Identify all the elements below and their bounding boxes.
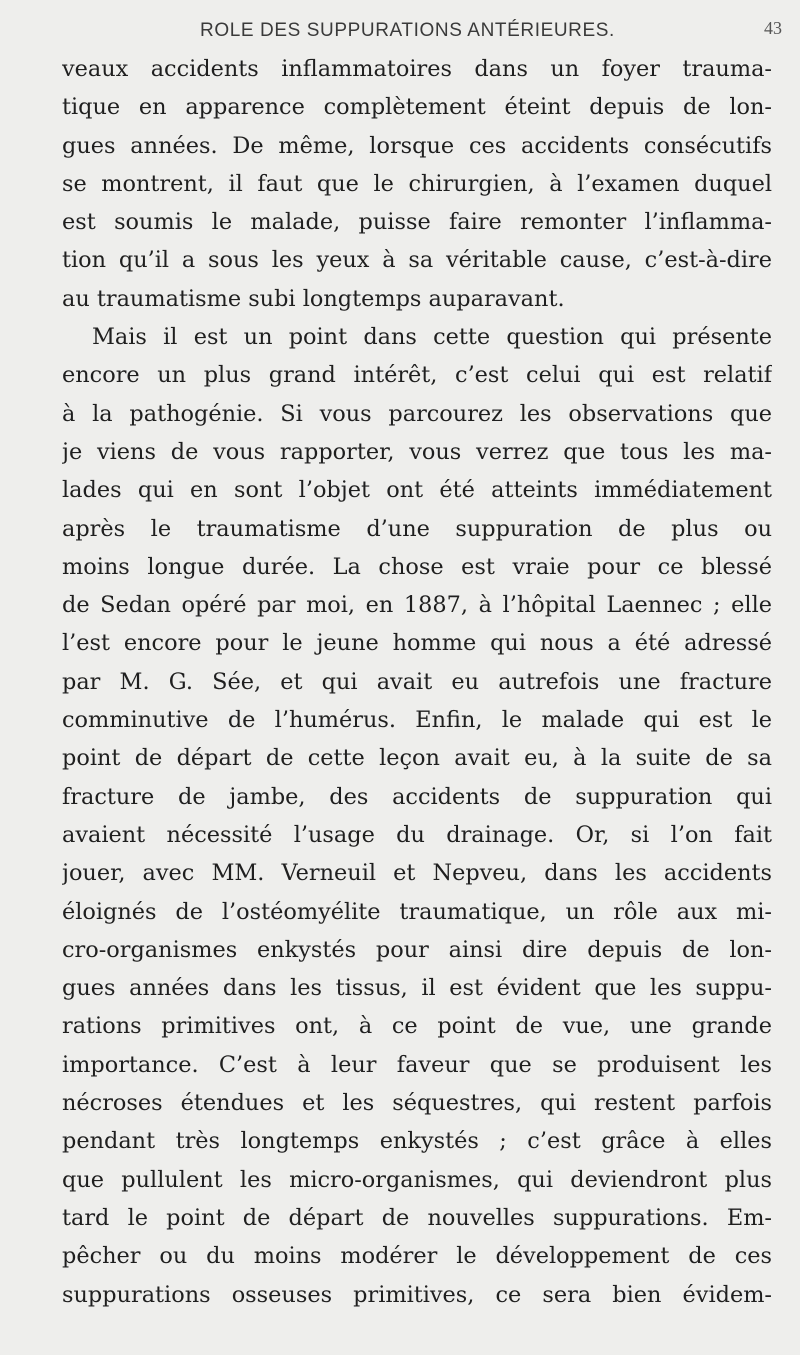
text-line: point de départ de cette leçon avait eu, à la suite de sa (62, 745, 772, 772)
text-line: fracture de jambe, des accidents de suppuration qui (62, 783, 772, 810)
running-head (0, 12, 800, 42)
text-line: à la pathogénie. Si vous parcourez les observations que (62, 400, 772, 427)
running-head-title: ROLE DES SUPPURATIONS ANTÉRIEURES. (200, 20, 615, 41)
body-text (62, 50, 772, 1314)
text-line: de Sedan opéré par moi, en 1887, à l’hôpital Laennec ; elle (62, 592, 772, 619)
text-line: nécroses étendues et les séquestres, qui restent parfois (62, 1090, 772, 1117)
text-line: tard le point de départ de nouvelles suppurations. Em- (62, 1204, 772, 1231)
text-line: après le traumatisme d’une suppuration de plus ou (62, 515, 772, 542)
text-line: encore un plus grand intérêt, c’est celui qui est relatif (62, 362, 772, 389)
text-line: au traumatisme subi longtemps auparavant. (62, 285, 565, 312)
text-line: cro-organismes enkystés pour ainsi dire depuis de lon- (62, 936, 772, 963)
text-line: gues années dans les tissus, il est évident que les suppu- (62, 975, 772, 1002)
text-line: pêcher ou du moins modérer le développement de ces (62, 1243, 772, 1270)
text-line: tique en apparence complètement éteint depuis de lon- (62, 94, 772, 121)
text-line: comminutive de l’humérus. Enfin, le malade qui est le (62, 707, 772, 734)
text-line: je viens de vous rapporter, vous verrez que tous les ma- (62, 438, 772, 465)
text-line: pendant très longtemps enkystés ; c’est grâce à elles (62, 1128, 772, 1155)
text-line: avaient nécessité l’usage du drainage. Or, si l’on fait (62, 821, 772, 848)
text-line: tion qu’il a sous les yeux à sa véritable cause, c’est-à-dire (62, 247, 772, 274)
text-line: suppurations osseuses primitives, ce sera bien évidem- (62, 1281, 772, 1308)
page-number: 43 (764, 18, 782, 38)
text-line: se montrent, il faut que le chirurgien, à l’examen duquel (62, 170, 772, 197)
text-line: jouer, avec MM. Verneuil et Nepveu, dans les accidents (62, 860, 772, 887)
text-line: lades qui en sont l’objet ont été atteints immédiatement (62, 477, 772, 504)
text-line: est soumis le malade, puisse faire remonter l’inflamma- (62, 209, 772, 236)
text-line: gues années. De même, lorsque ces accidents consécutifs (62, 132, 772, 159)
text-line: veaux accidents inflammatoires dans un foyer trauma- (62, 56, 772, 82)
text-line: Mais il est un point dans cette question qui présente (92, 324, 772, 351)
text-line: rations primitives ont, à ce point de vue, une grande (62, 1013, 772, 1040)
text-line: que pullulent les micro-organismes, qui deviendront plus (62, 1166, 772, 1193)
text-line: par M. G. Sée, et qui avait eu autrefois une fracture (62, 668, 772, 695)
text-line: l’est encore pour le jeune homme qui nous a été adressé (62, 630, 772, 657)
text-line: éloignés de l’ostéomyélite traumatique, un rôle aux mi- (62, 898, 772, 925)
text-line: moins longue durée. La chose est vraie pour ce blessé (62, 553, 772, 580)
text-line: importance. C’est à leur faveur que se produisent les (62, 1051, 772, 1078)
